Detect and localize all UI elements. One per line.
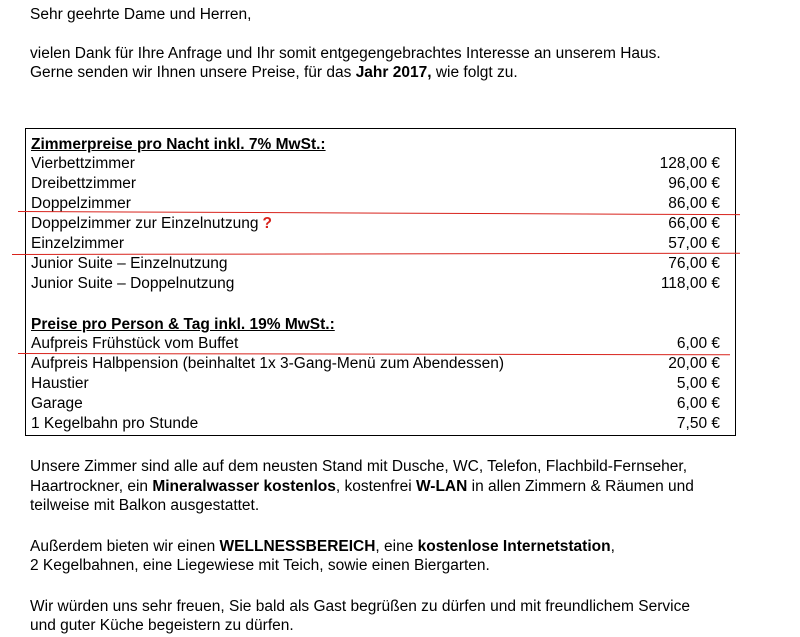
price-row: 1 Kegelbahn pro Stunde 7,50 € — [31, 415, 720, 432]
question-mark-annotation: ? — [262, 215, 272, 232]
price-row: Haustier 5,00 € — [31, 375, 720, 392]
wellness-line-1: Außerdem bieten wir einen WELLNESSBEREICH, eine kostenlose Internetstation, — [30, 538, 615, 555]
amenities-line-2: Haartrockner, ein Mineralwasser kostenlos, kostenfrei W-LAN in allen Zimmern & Räumen und — [30, 478, 694, 495]
price-row: Vierbettzimmer 128,00 € — [31, 155, 720, 172]
salutation: Sehr geehrte Dame und Herren, — [30, 6, 252, 23]
price-row: Junior Suite – Einzelnutzung 76,00 € — [31, 255, 720, 272]
intro-line-2: Gerne senden wir Ihnen unsere Preise, für das Jahr 2017, wie folgt zu. — [30, 64, 518, 81]
person-prices-heading: Preise pro Person & Tag inkl. 19% MwSt.: — [31, 316, 335, 333]
price-row: Einzelzimmer 57,00 € — [31, 235, 720, 252]
amenities-line-1: Unsere Zimmer sind alle auf dem neusten Stand mit Dusche, WC, Telefon, Flachbild-Fernseher, — [30, 458, 688, 475]
amenities-line-3: teilweise mit Balkon ausgestattet. — [30, 497, 260, 514]
price-row: Doppelzimmer 86,00 € — [31, 195, 720, 212]
price-row: Doppelzimmer zur Einzelnutzung ? 66,00 € — [31, 215, 720, 232]
closing-line-1: Wir würden uns sehr freuen, Sie bald als Gast begrüßen zu dürfen und mit freundlichem Service — [30, 598, 690, 615]
room-prices-heading: Zimmerpreise pro Nacht inkl. 7% MwSt.: — [31, 136, 326, 153]
price-row: Garage 6,00 € — [31, 395, 720, 412]
price-row: Aufpreis Frühstück vom Buffet 6,00 € — [31, 335, 720, 352]
price-row: Dreibettzimmer 96,00 € — [31, 175, 720, 192]
price-row: Junior Suite – Doppelnutzung 118,00 € — [31, 275, 720, 292]
closing-line-2: und guter Küche begeistern zu dürfen. — [30, 617, 294, 634]
intro-line-1: vielen Dank für Ihre Anfrage und Ihr somit entgegengebrachtes Interesse an unserem Haus. — [30, 45, 661, 62]
year-highlight: Jahr 2017, — [355, 64, 432, 81]
price-row: Aufpreis Halbpension (beinhaltet 1x 3-Gang-Menü zum Abendessen) 20,00 € — [31, 355, 720, 372]
wellness-line-2: 2 Kegelbahnen, eine Liegewiese mit Teich, sowie einen Biergarten. — [30, 557, 490, 574]
